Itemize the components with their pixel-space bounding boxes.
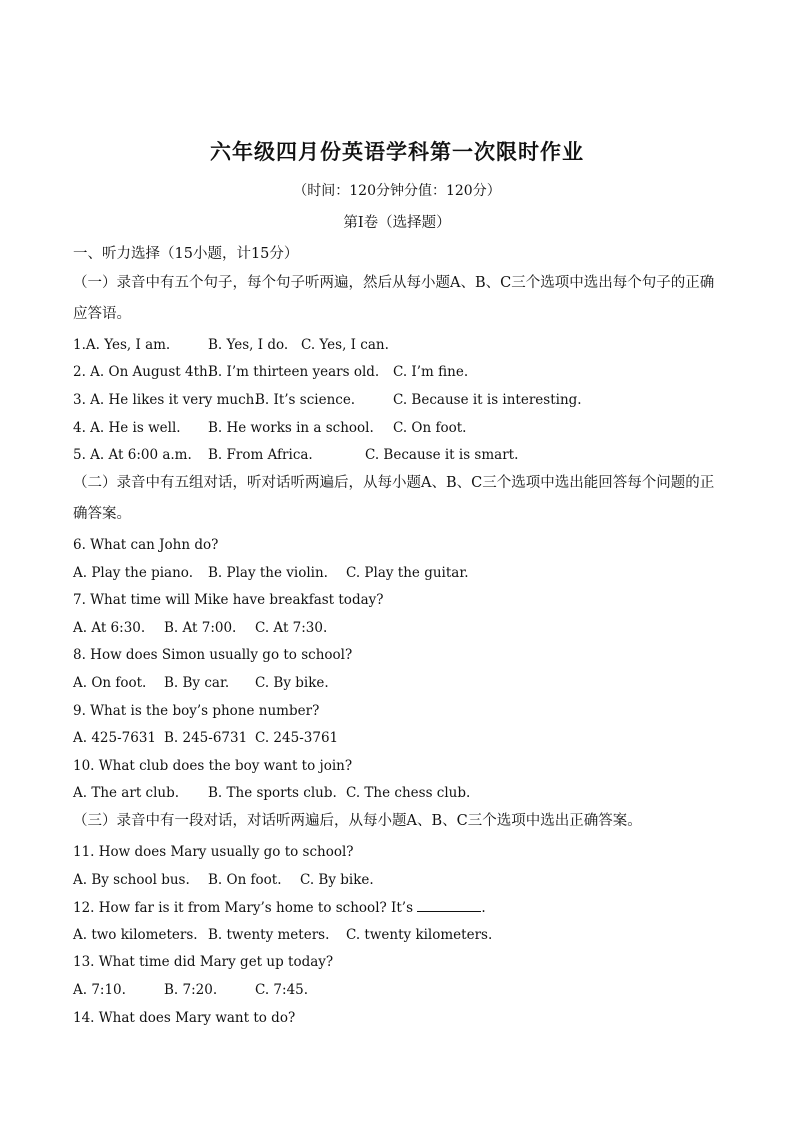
- option-c: C. By bike.: [255, 675, 329, 691]
- question-12-text: 12. How far is it from Mary’s home to school? It’s: [73, 900, 414, 916]
- option-a: 3. A. He likes it very much.: [73, 392, 259, 408]
- page-title: 六年级四月份英语学科第一次限时作业: [210, 140, 584, 164]
- option-c: C. At 7:30.: [255, 620, 328, 636]
- question-7: 7. What time will Mike have breakfast today?: [73, 592, 384, 608]
- option-c: C. On foot.: [393, 420, 467, 436]
- option-b: B. He works in a school.: [208, 420, 374, 436]
- question-12: [73, 899, 486, 916]
- option-b: B. Play the violin.: [208, 565, 328, 581]
- question-11: 11. How does Mary usually go to school?: [73, 844, 354, 860]
- part2-instruction: （二）录音中有五组对话，听对话听两遍后，从每小题A、B、C三个选项中选出能回答每个问题的正确答案。: [73, 475, 715, 522]
- option-b: B. From Africa.: [208, 447, 313, 463]
- option-a: 2. A. On August 4th.: [73, 364, 212, 380]
- question-1: [73, 337, 389, 353]
- question-2: [73, 364, 469, 380]
- question-10-options: [73, 785, 471, 801]
- volume-heading: 第Ⅰ卷（选择题）: [343, 215, 451, 231]
- option-a: A. On foot.: [73, 675, 147, 691]
- section-heading-listening: 一、听力选择（15小题，计15分）: [73, 246, 299, 262]
- option-b: B. I’m thirteen years old.: [208, 364, 380, 380]
- question-13: 13. What time did Mary get up today?: [73, 954, 334, 970]
- question-8: 8. How does Simon usually go to school?: [73, 647, 353, 663]
- question-14: 14. What does Mary want to do?: [73, 1010, 296, 1026]
- option-b: B. By car.: [164, 675, 230, 691]
- option-c: C. 245-3761: [255, 730, 339, 746]
- part3-instruction: （三）录音中有一段对话，对话听两遍后，从每小题A、B、C三个选项中选出正确答案。: [73, 813, 642, 829]
- option-b: B. It’s science.: [255, 392, 356, 408]
- option-a: A. 7:10.: [73, 982, 126, 998]
- question-8-options: [73, 675, 329, 691]
- option-b: B. 7:20.: [164, 982, 218, 998]
- option-c: C. Play the guitar.: [346, 565, 469, 581]
- option-c: C. By bike.: [300, 872, 374, 888]
- option-a: A. two kilometers.: [73, 927, 198, 943]
- option-c: C. Because it is interesting.: [393, 392, 582, 408]
- option-b: B. Yes, I do.: [208, 337, 289, 353]
- question-12-options: [73, 927, 493, 943]
- answer-blank: [417, 899, 481, 912]
- option-b: B. twenty meters.: [208, 927, 330, 943]
- option-a: A. Play the piano.: [73, 565, 193, 581]
- option-c: C. 7:45.: [255, 982, 309, 998]
- option-c: C. The chess club.: [346, 785, 471, 801]
- option-a: A. By school bus.: [73, 872, 190, 888]
- question-11-options: [73, 872, 374, 888]
- option-b: B. At 7:00.: [164, 620, 237, 636]
- option-a: A. The art club.: [73, 785, 180, 801]
- question-12-end: .: [481, 900, 486, 916]
- option-b: B. 245-6731: [164, 730, 248, 746]
- question-4: [73, 420, 467, 436]
- option-a: 1.A. Yes, I am.: [73, 337, 171, 353]
- question-9: 9. What is the boy’s phone number?: [73, 703, 320, 719]
- question-5: [73, 447, 519, 463]
- question-9-options: [73, 730, 339, 746]
- question-10: 10. What club does the boy want to join?: [73, 758, 353, 774]
- question-6-options: [73, 565, 469, 581]
- option-b: B. The sports club.: [208, 785, 337, 801]
- option-a: 5. A. At 6:00 a.m.: [73, 447, 192, 463]
- option-c: C. I’m fine.: [393, 364, 469, 380]
- question-13-options: [73, 982, 309, 998]
- question-7-options: [73, 620, 328, 636]
- option-c: C. Yes, I can.: [301, 337, 389, 353]
- option-a: A. At 6:30.: [73, 620, 146, 636]
- part1-instruction: （一）录音中有五个句子，每个句子听两遍，然后从每小题A、B、C三个选项中选出每个句子的正确应答语。: [73, 275, 715, 322]
- option-a: A. 425-7631: [73, 730, 157, 746]
- option-c: C. Because it is smart.: [365, 447, 519, 463]
- option-a: 4. A. He is well.: [73, 420, 181, 436]
- question-6: 6. What can John do?: [73, 537, 219, 553]
- time-score-subtitle: （时间：120分钟分值：120分）: [293, 183, 501, 199]
- option-c: C. twenty kilometers.: [346, 927, 493, 943]
- question-3: [73, 392, 582, 408]
- option-b: B. On foot.: [208, 872, 282, 888]
